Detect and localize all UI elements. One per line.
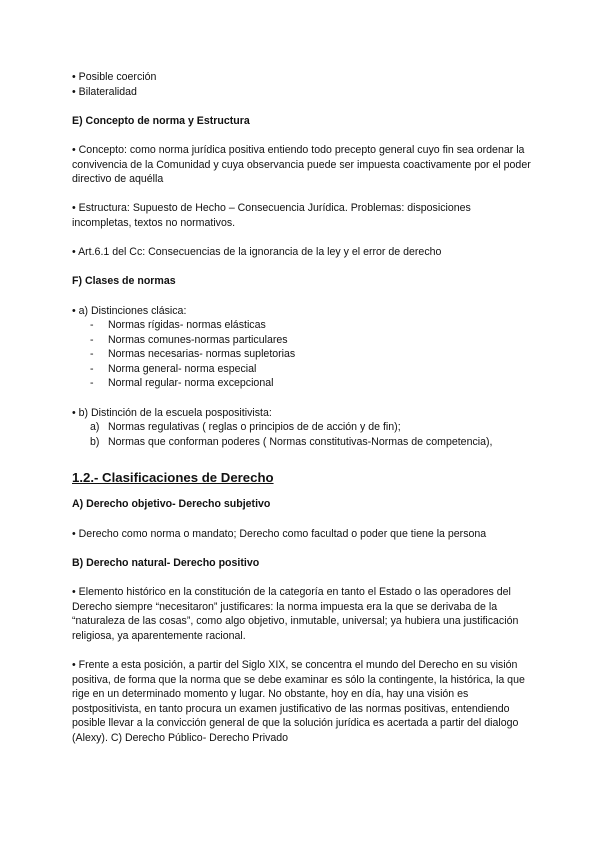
paragraph-art: • Art.6.1 del Cc: Consecuencias de la ignorancia de la ley y el error de derecho	[72, 246, 442, 259]
list-item: - Normas necesarias- normas supletorias	[90, 348, 296, 361]
list-item: • Posible coerción	[72, 71, 157, 83]
list-item: a) Normas regulativas ( reglas o principios de de acción y de fin);	[90, 421, 401, 434]
list-item: - Normal regular- norma excepcional	[90, 377, 274, 390]
paragraph-b2: • Frente a esta posición, a partir del Siglo XIX, se concentra el mundo del Derecho en su visión positiva, de forma que la norma que se debe examinar es sólo la contingente, la histórica, la que rige en un determinado momento y lugar. No obstante, hoy en día, hay una visión es postpositivista, en tanto procura un examen justificativo de las normas positivas, entendiendo posible llevar a la convicción general de que la solución jurídica es acertada a partir del dialogo (Alexy). C) Derecho Público- Derecho Privado	[72, 658, 525, 744]
list-label-a: • a) Distinciones clásica:	[72, 304, 187, 317]
paragraph-b1: • Elemento histórico en la constitución de la categoría en tanto el Estado o las operadores del Derecho siempre “necesitaron” justificares: la norma impuesta era la que se derivaba de la “naturaleza de las cosas”, como algo objetivo, inmutable, universal; ya hubiera una justificación religiosa, ya aparentemente racional.	[72, 586, 519, 642]
paragraph-a: • Derecho como norma o mandato; Derecho como facultad o poder que tiene la persona	[72, 527, 487, 540]
list-pospositivista	[90, 420, 532, 449]
paragraph-concept: • Concepto: como norma jurídica positiva entiendo todo precepto general cuyo fin sea ordenar la convivencia de la Comunidad y cuya observancia puede ser impuesta coactivamente por el poder directivo de aquélla	[72, 143, 531, 186]
list-classic	[90, 318, 532, 391]
list-item: - Normas comunes-normas particulares	[90, 333, 288, 346]
list-label-b: • b) Distinción de la escuela pospositivista:	[72, 406, 272, 419]
section-heading-e: E) Concepto de norma y Estructura	[72, 114, 250, 127]
list-item: b) Normas que conforman poderes ( Normas constitutivas-Normas de competencia),	[90, 435, 493, 448]
list-item: • Bilateralidad	[72, 85, 137, 98]
list-item: - Normas rígidas- normas elásticas	[90, 319, 266, 332]
section-heading-a: A) Derecho objetivo- Derecho subjetivo	[72, 498, 271, 511]
document-page	[72, 70, 532, 746]
section-title-1-2: 1.2.- Clasificaciones de Derecho	[72, 470, 274, 486]
paragraph-structure: • Estructura: Supuesto de Hecho – Consecuencia Jurídica. Problemas: disposiciones incompletas, textos no normativos.	[72, 202, 471, 229]
section-heading-f: F) Clases de normas	[72, 275, 176, 288]
section-heading-b: B) Derecho natural- Derecho positivo	[72, 556, 260, 569]
list-item: - Norma general- norma especial	[90, 362, 257, 375]
